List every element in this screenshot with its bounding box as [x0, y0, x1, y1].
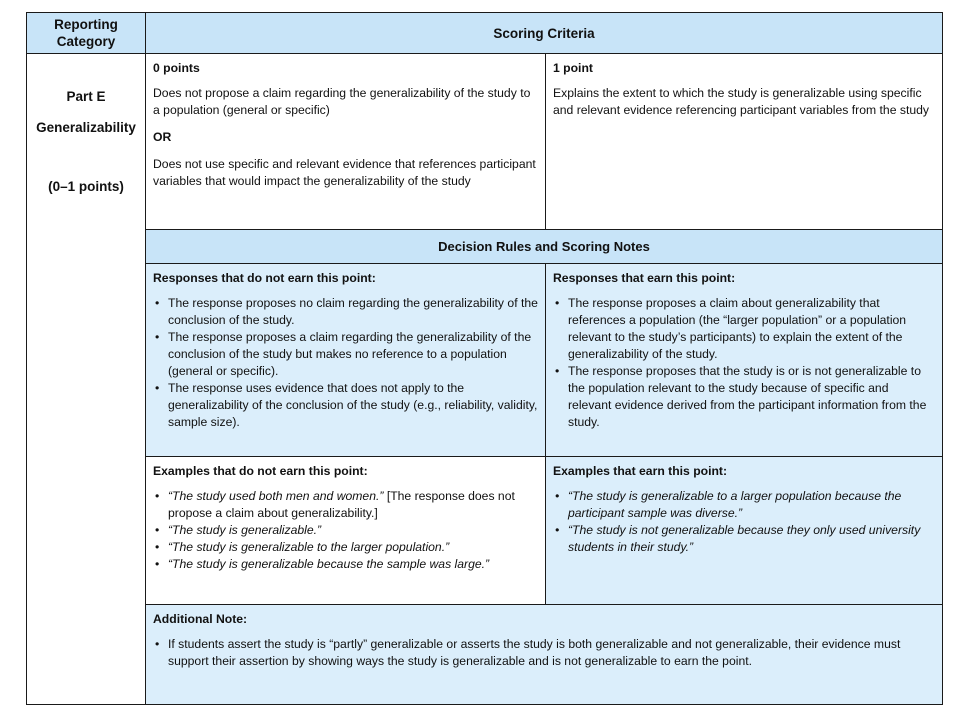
category-part: Part E [66, 89, 106, 104]
list-item: • The response proposes that the study is or is not generalizable to the population relevant to the study because of specific and relevant evidence derived from the participant information from the study. [553, 363, 935, 431]
one-point-criterion: Explains the extent to which the study is generalizable using specific and relevant evidence referencing participant variables from the study [553, 86, 929, 117]
category-points: (0–1 points) [48, 179, 124, 194]
responses-not-earn-heading: Responses that do not earn this point: [153, 271, 376, 285]
example-quote: “The study is generalizable because the sample was large.” [168, 557, 490, 571]
example-note: [The response does not propose a claim about generalizability.] [168, 489, 515, 520]
example-quote: “The study is generalizable to the larger population.” [168, 540, 450, 554]
list-item: • The response proposes a claim regarding the generalizability of the conclusion of the study but makes no reference to a population (general or specific). [153, 329, 538, 380]
responses-earn-heading: Responses that earn this point: [553, 271, 736, 285]
one-point-cell [546, 54, 943, 230]
examples-earn-cell [546, 457, 943, 605]
list-item [153, 556, 538, 573]
zero-points-label: 0 points [153, 61, 200, 75]
zero-points-criterion-b: Does not use specific and relevant evidence that references participant variables that would impact the generalizability of the study [153, 157, 536, 188]
examples-not-earn-cell [146, 457, 546, 605]
example-quote: “The study used both men and women.” [168, 489, 384, 503]
examples-not-earn-heading: Examples that do not earn this point: [153, 464, 368, 478]
examples-earn-heading: Examples that earn this point: [553, 464, 728, 478]
list-item: • “The study is generalizable to a larger population because the participant sample was diverse.” [553, 488, 935, 522]
responses-not-earn-cell [146, 264, 546, 457]
zero-points-criterion-a: Does not propose a claim regarding the generalizability of the study to a population (general or specific) [153, 86, 531, 117]
list-item: • The response uses evidence that does not apply to the generalizability of the conclusion of the study (e.g., reliability, validity, sample size). [153, 380, 538, 431]
responses-earn-cell [546, 264, 943, 457]
additional-note-cell [146, 605, 943, 705]
category-name: Generalizability [36, 120, 136, 135]
category-cell [27, 54, 146, 705]
additional-note-heading: Additional Note: [153, 612, 248, 626]
zero-points-or: OR [153, 130, 172, 144]
list-item [153, 539, 538, 556]
list-item: • If students assert the study is “partly” generalizable or asserts the study is both generalizable and not generalizable, their evidence must support their assertion by showing ways the study is generalizable and is not generalizable to earn the point. [153, 636, 935, 670]
one-point-label: 1 point [553, 61, 593, 75]
list-item: • “The study is not generalizable because they only used university students in their study.” [553, 522, 935, 556]
scoring-criteria-header: Scoring Criteria [146, 13, 943, 54]
list-item: • The response proposes a claim about generalizability that references a population (the “larger population” or a population relevant to the study’s participants) to explain the extent of the generalizability of the study. [553, 295, 935, 363]
list-item [153, 522, 538, 539]
list-item: • The response proposes no claim regarding the generalizability of the conclusion of the study. [153, 295, 538, 329]
zero-points-cell [146, 54, 546, 230]
example-quote: “The study is generalizable.” [168, 523, 322, 537]
reporting-category-header: Reporting Category [27, 13, 146, 54]
list-item [153, 488, 538, 522]
scoring-rubric-table [26, 12, 943, 705]
decision-rules-header: Decision Rules and Scoring Notes [146, 230, 943, 264]
